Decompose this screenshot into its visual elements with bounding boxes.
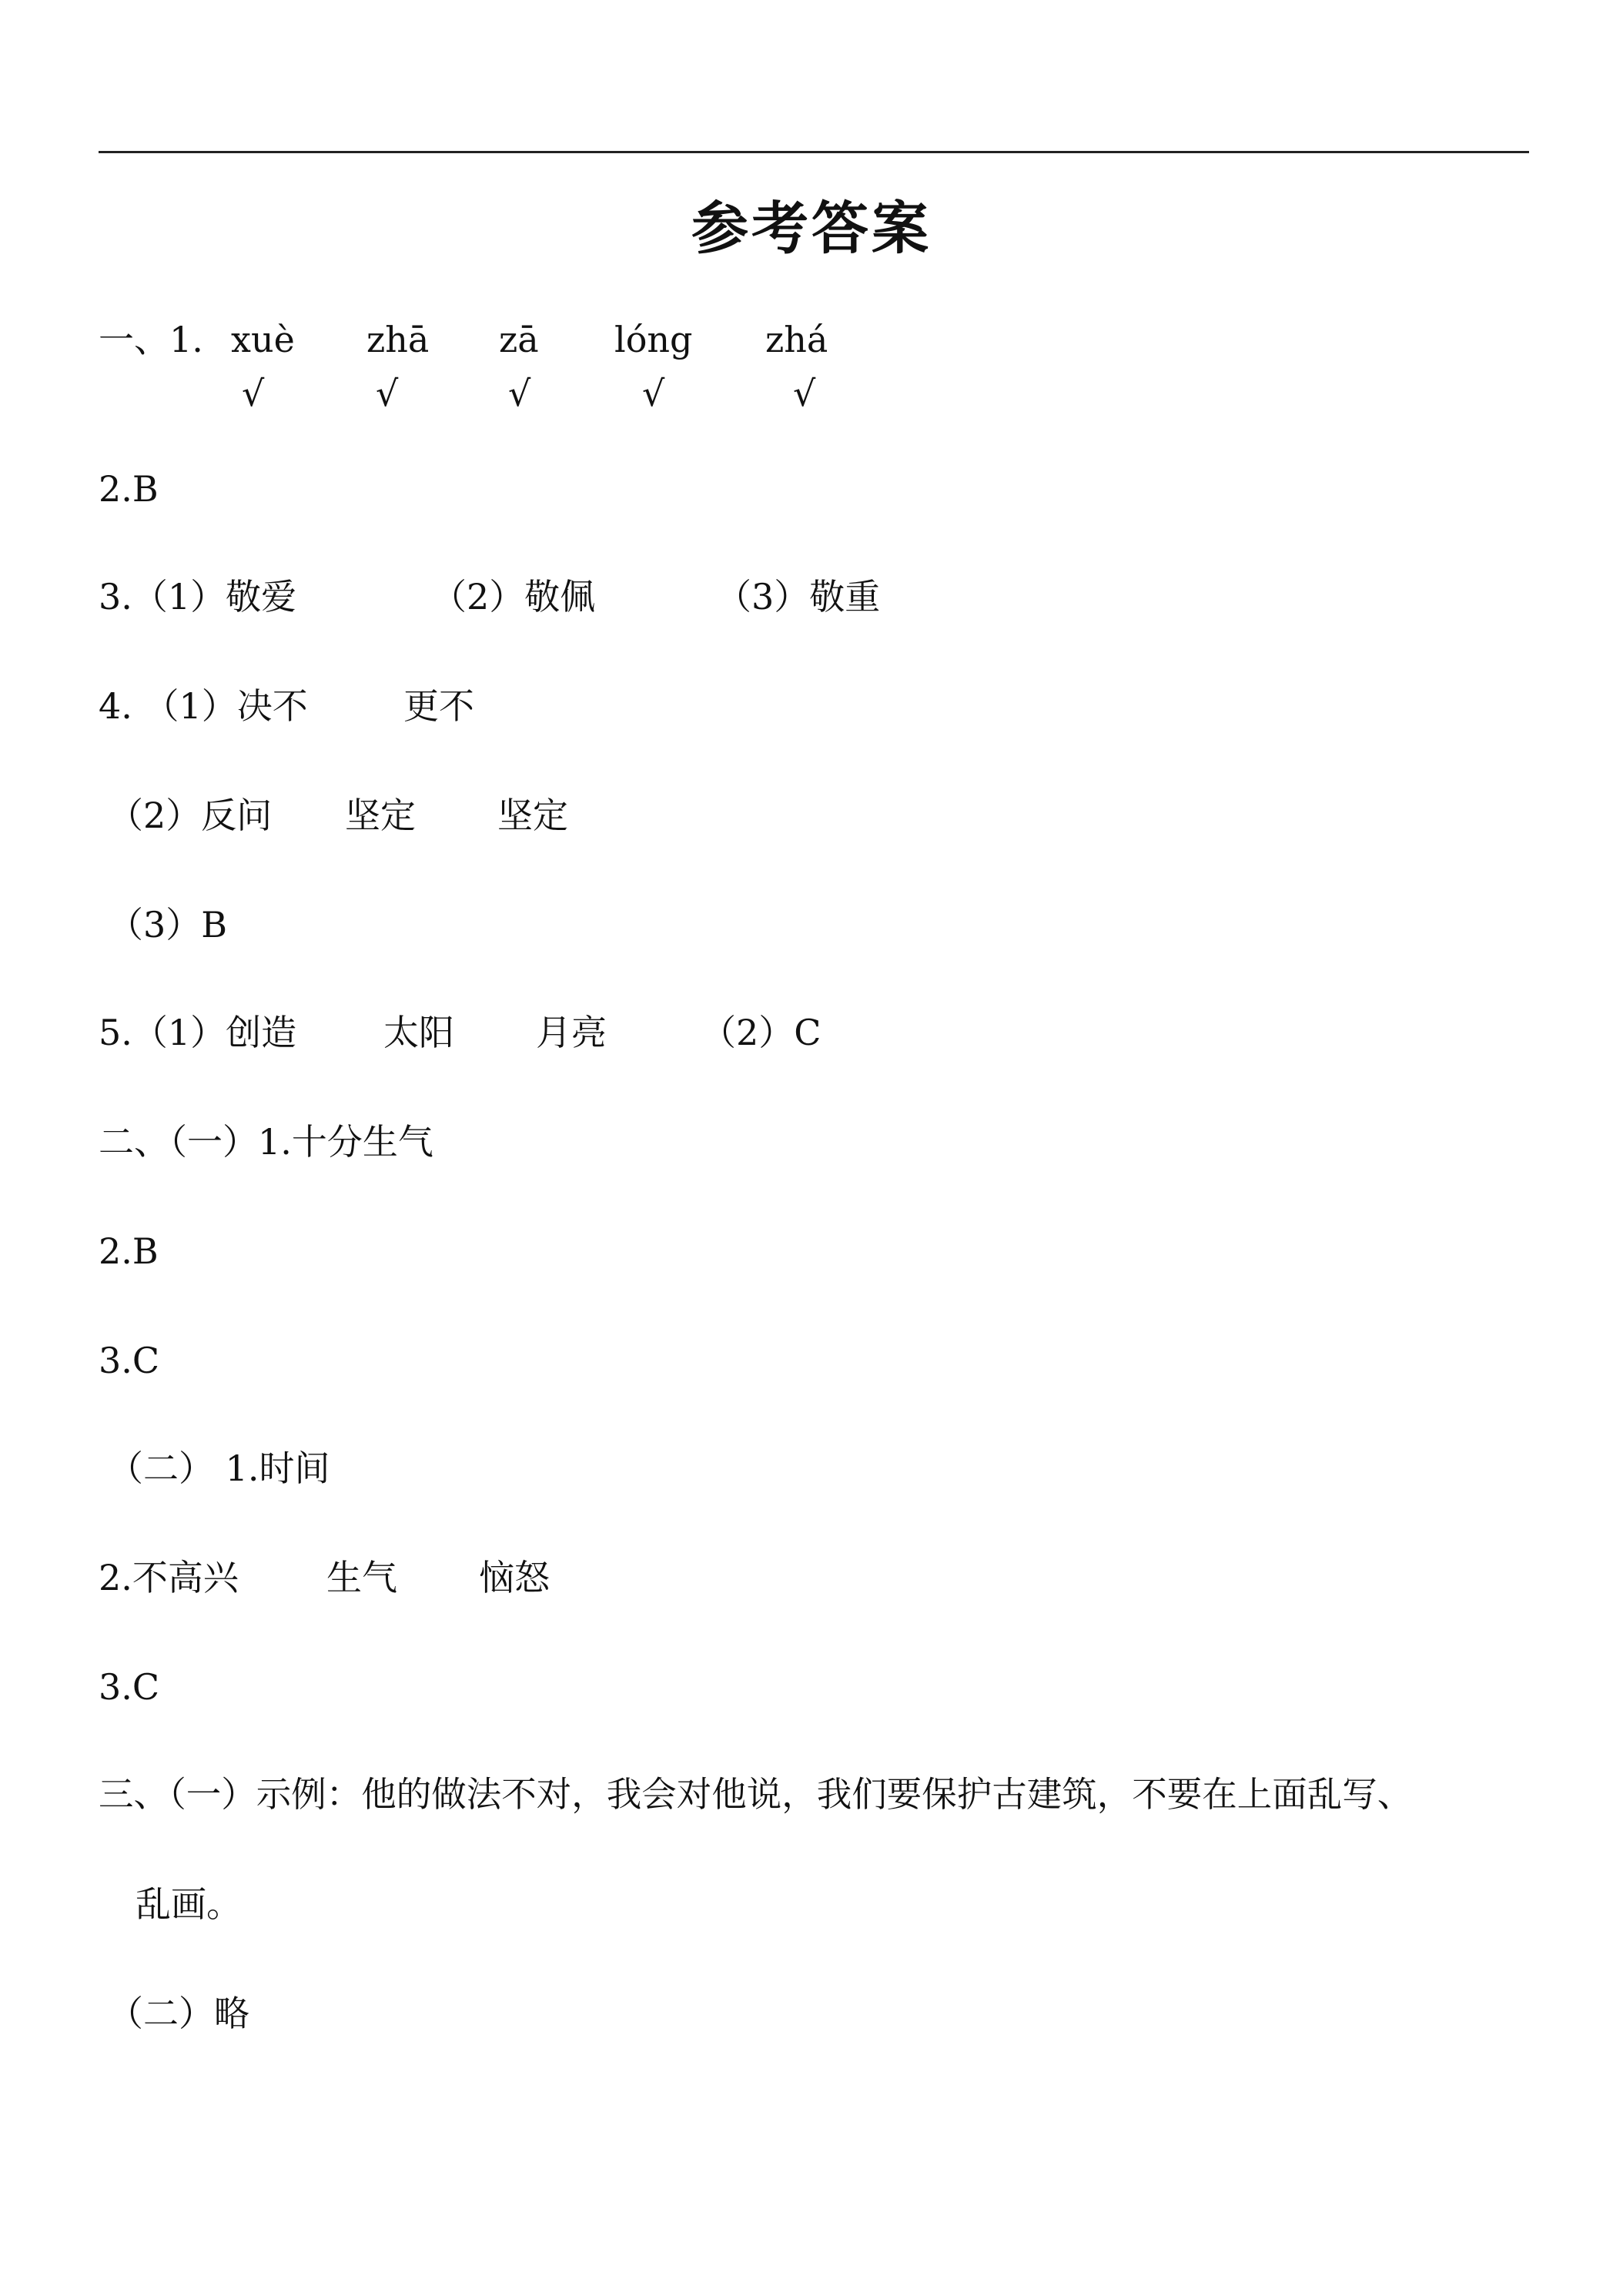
check-5: √: [793, 373, 816, 414]
check-1: √: [242, 373, 265, 414]
q1-prefix: 一、1.: [99, 319, 203, 360]
header-rule: [99, 151, 1529, 153]
check-2: √: [376, 373, 399, 414]
q5-part1: 5.（1）创造: [99, 1012, 297, 1053]
s3-p1-line2: 乱画。: [136, 1883, 242, 1925]
q4-3-answer: （3）B: [108, 904, 228, 946]
s2-p1-q1: 二、（一）1.十分生气: [99, 1121, 433, 1163]
q5-part3: 月亮: [536, 1012, 607, 1053]
q5-part4: （2）C: [701, 1012, 822, 1053]
check-4: √: [642, 373, 665, 414]
q4-1-part1: 4. （1）决不: [99, 685, 308, 727]
s3-p2: （二）略: [108, 1993, 249, 2034]
q3-part1: 3.（1）敬爱: [99, 576, 297, 618]
s2-p2-q2-part1: 2.不高兴: [99, 1557, 239, 1598]
q3-part3: （3）敬重: [716, 576, 881, 618]
s2-p2-q1: （二） 1.时间: [108, 1448, 330, 1489]
check-3: √: [508, 373, 531, 414]
q5-part2: 太阳: [383, 1012, 454, 1053]
s3-p1-line1: 三、（一）示例：他的做法不对，我会对他说，我们要保护古建筑，不要在上面乱写、: [99, 1774, 1413, 1815]
s2-p1-q3: 3.C: [99, 1340, 160, 1381]
s2-p1-q2: 2.B: [99, 1230, 159, 1272]
pinyin-3: zā: [499, 319, 539, 360]
q4-2-part3: 坚定: [497, 795, 568, 836]
q3-part2: （2）敬佩: [431, 576, 596, 618]
pinyin-5: zhá: [765, 319, 828, 360]
s2-p2-q2-part3: 恼怒: [479, 1557, 550, 1598]
q4-2-part2: 坚定: [345, 795, 416, 836]
s2-p2-q2-part2: 生气: [326, 1557, 397, 1598]
pinyin-1: xuè: [231, 319, 295, 360]
pinyin-2: zhā: [366, 319, 430, 360]
q4-1-part2: 更不: [403, 685, 474, 727]
q2-answer: 2.B: [99, 468, 159, 510]
q4-2-part1: （2）反问: [108, 795, 273, 836]
s2-p2-q3: 3.C: [99, 1666, 160, 1708]
page-title: 参考答案: [691, 196, 932, 262]
pinyin-4: lóng: [614, 319, 693, 360]
